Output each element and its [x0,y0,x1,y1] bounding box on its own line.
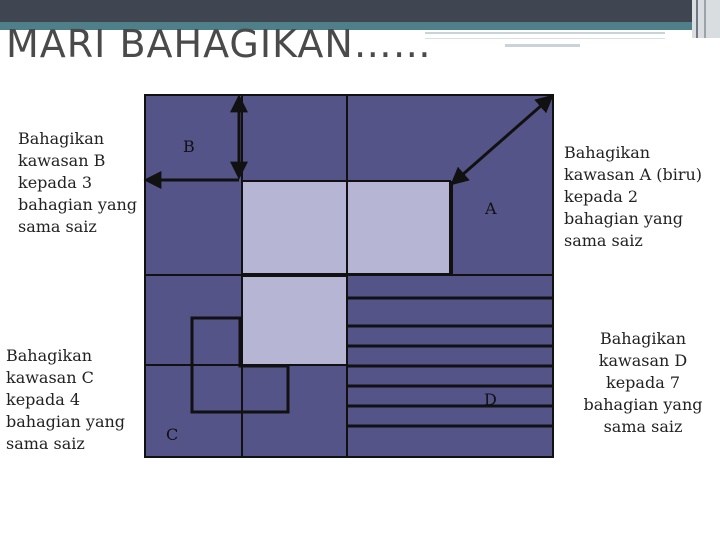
slide-title: MARI BAHAGIKAN…… [6,22,432,66]
region-label-a: A [485,199,497,218]
region-label-b: B [183,137,195,156]
region-label-d: D [484,390,497,409]
instruction-region-b: Bahagikan kawasan B kepada 3 bahagian yang sama saiz [18,129,138,236]
highlight-block-bottom [242,276,347,365]
instruction-region-d: Bahagikan kawasan D kepada 7 bahagian yang sama saiz [583,329,703,436]
region-label-c: C [166,425,179,444]
instruction-region-a: Bahagikan kawasan A (biru) kepada 2 bahagian yang sama saiz [564,143,703,250]
instruction-region-c: Bahagikan kawasan C kepada 4 bahagian yang sama saiz [6,346,126,453]
